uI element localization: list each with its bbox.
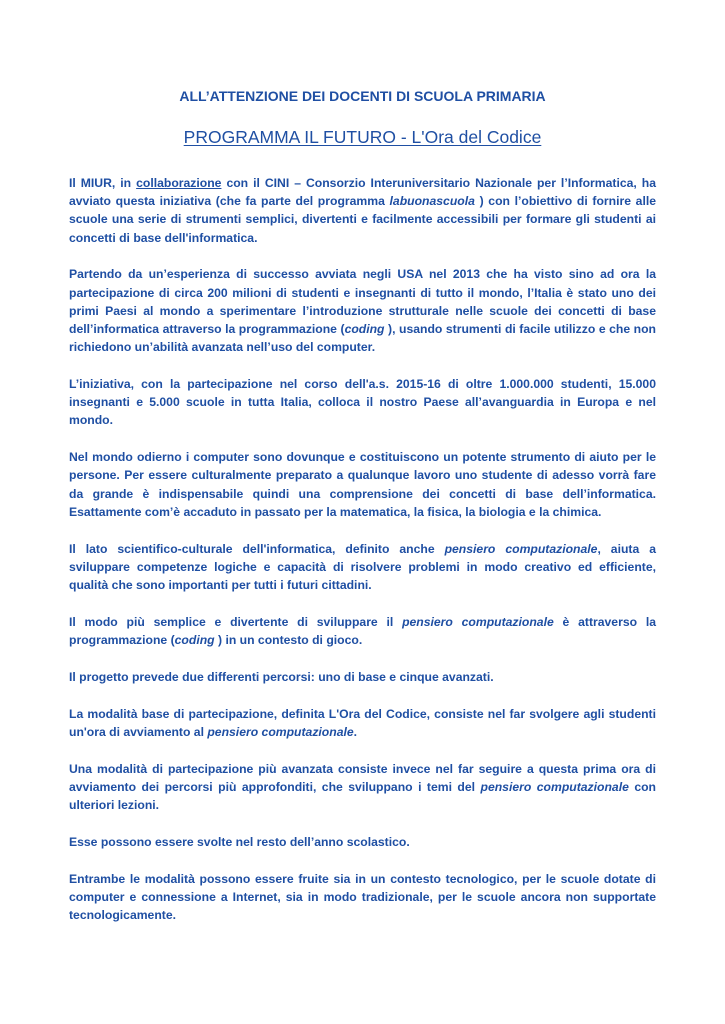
paragraph-8-text-a: La modalità base di partecipazione, definita L'Ora del Codice, consiste nel far svolgere agli studenti un'ora di avviamento al bbox=[69, 706, 656, 739]
pensiero-computazionale-italic: pensiero computazionale bbox=[402, 614, 554, 629]
paragraph-2-text-b: ), usando strumenti di facile utilizzo e che non richiedono un’abilità avanzata nell’uso del computer. bbox=[69, 322, 656, 355]
paragraph-9 bbox=[69, 760, 656, 815]
paragraph-8 bbox=[69, 705, 656, 741]
paragraph-5-text-a: Il lato scientifico-culturale dell'informatica, definito anche bbox=[69, 541, 445, 556]
paragraph-4: Nel mondo odierno i computer sono dovunque e costituiscono un potente strumento di aiuto per le persone. Per essere culturalmente preparato a qualunque lavoro uno studente di adesso vorrà fare da grande è indispensabile quindi una comprensione dei concetti di base dell’informatica. Esattamente com’è accaduto in passato per la matematica, la fisica, la biologia e la chimica. bbox=[69, 450, 656, 519]
paragraph-6-text-a: Il modo più semplice e divertente di sviluppare il bbox=[69, 614, 403, 629]
document-body bbox=[69, 174, 656, 943]
paragraph-6-text-b: è attraverso la programmazione ( bbox=[69, 614, 656, 648]
labuonascuola-italic: labuonascuola bbox=[389, 194, 475, 209]
paragraph-3: L’iniziativa, con la partecipazione nel corso dell'a.s. 2015-16 di oltre 1.000.000 studenti, 15.000 insegnanti e 5.000 scuole in tutta Italia, colloca il nostro Paese all’avanguardia in Europa e nel mondo. bbox=[69, 377, 656, 428]
paragraph-5-text-b: , aiuta a sviluppare competenze logiche e capacità di risolvere problemi in modo creativo ed efficiente, qualità che sono importanti per tutti i futuri cittadini. bbox=[69, 541, 656, 593]
pensiero-computazionale-italic: pensiero computazionale bbox=[207, 724, 354, 739]
coding-italic: coding bbox=[174, 633, 215, 648]
paragraph-8-text-b: . bbox=[353, 724, 358, 739]
paragraph-1-text-a: Il MIUR, in bbox=[69, 176, 137, 190]
paragraph-1-text-b: con il CINI – Consorzio Interuniversitario Nazionale per l’Informatica, ha avviato questa iniziativa (che fa parte del programma bbox=[69, 176, 656, 209]
paragraph-11: Entrambe le modalità possono essere fruite sia in un contesto tecnologico, per le scuole dotate di computer e connessione a Internet, sia in modo tradizionale, per le scuole ancora non supportate tecnologicamente. bbox=[69, 871, 656, 923]
paragraph-9-text-a: Una modalità di partecipazione più avanzata consiste invece nel far seguire a questa prima ora di avviamento dei percorsi più approfonditi, che sviluppano i temi del bbox=[69, 761, 656, 794]
heading-attention: ALL’ATTENZIONE DEI DOCENTI DI SCUOLA PRIMARIA bbox=[179, 88, 546, 104]
paragraph-2-text-a: Partendo da un’esperienza di successo avviata negli USA nel 2013 che ha visto sino ad ora la partecipazione di circa 200 milioni di studenti e insegnanti di tutto il mondo, l’Italia è stato uno dei primi Paesi al mondo a sperimentare l’introduzione strutturale nelle scuole dei concetti di base dell’informatica attraverso la programmazione ( bbox=[69, 267, 656, 337]
pensiero-computazionale-italic: pensiero computazionale bbox=[444, 541, 598, 556]
paragraph-6 bbox=[69, 613, 656, 649]
paragraph-7: Il progetto prevede due differenti percorsi: uno di base e cinque avanzati. bbox=[69, 669, 494, 684]
paragraph-6-text-c: ) in un contesto di gioco. bbox=[214, 633, 363, 648]
pensiero-computazionale-italic: pensiero computazionale bbox=[480, 779, 629, 794]
paragraph-10: Esse possono essere svolte nel resto dell’anno scolastico. bbox=[69, 834, 410, 849]
paragraph-1-text-c: ) con l’obiettivo di fornire alle scuole una serie di strumenti semplici, divertenti e facilmente accessibili per formare gli studenti ai concetti di base dell'informatica. bbox=[69, 194, 656, 245]
heading-program-title: PROGRAMMA IL FUTURO - L'Ora del Codice bbox=[183, 127, 542, 147]
paragraph-2 bbox=[69, 265, 656, 356]
paragraph-5 bbox=[69, 540, 656, 595]
collaborazione-link[interactable]: collaborazione bbox=[136, 176, 222, 190]
coding-italic: coding bbox=[344, 322, 385, 337]
paragraph-9-text-b: con ulteriori lezioni. bbox=[69, 779, 657, 813]
paragraph-1 bbox=[69, 174, 656, 247]
